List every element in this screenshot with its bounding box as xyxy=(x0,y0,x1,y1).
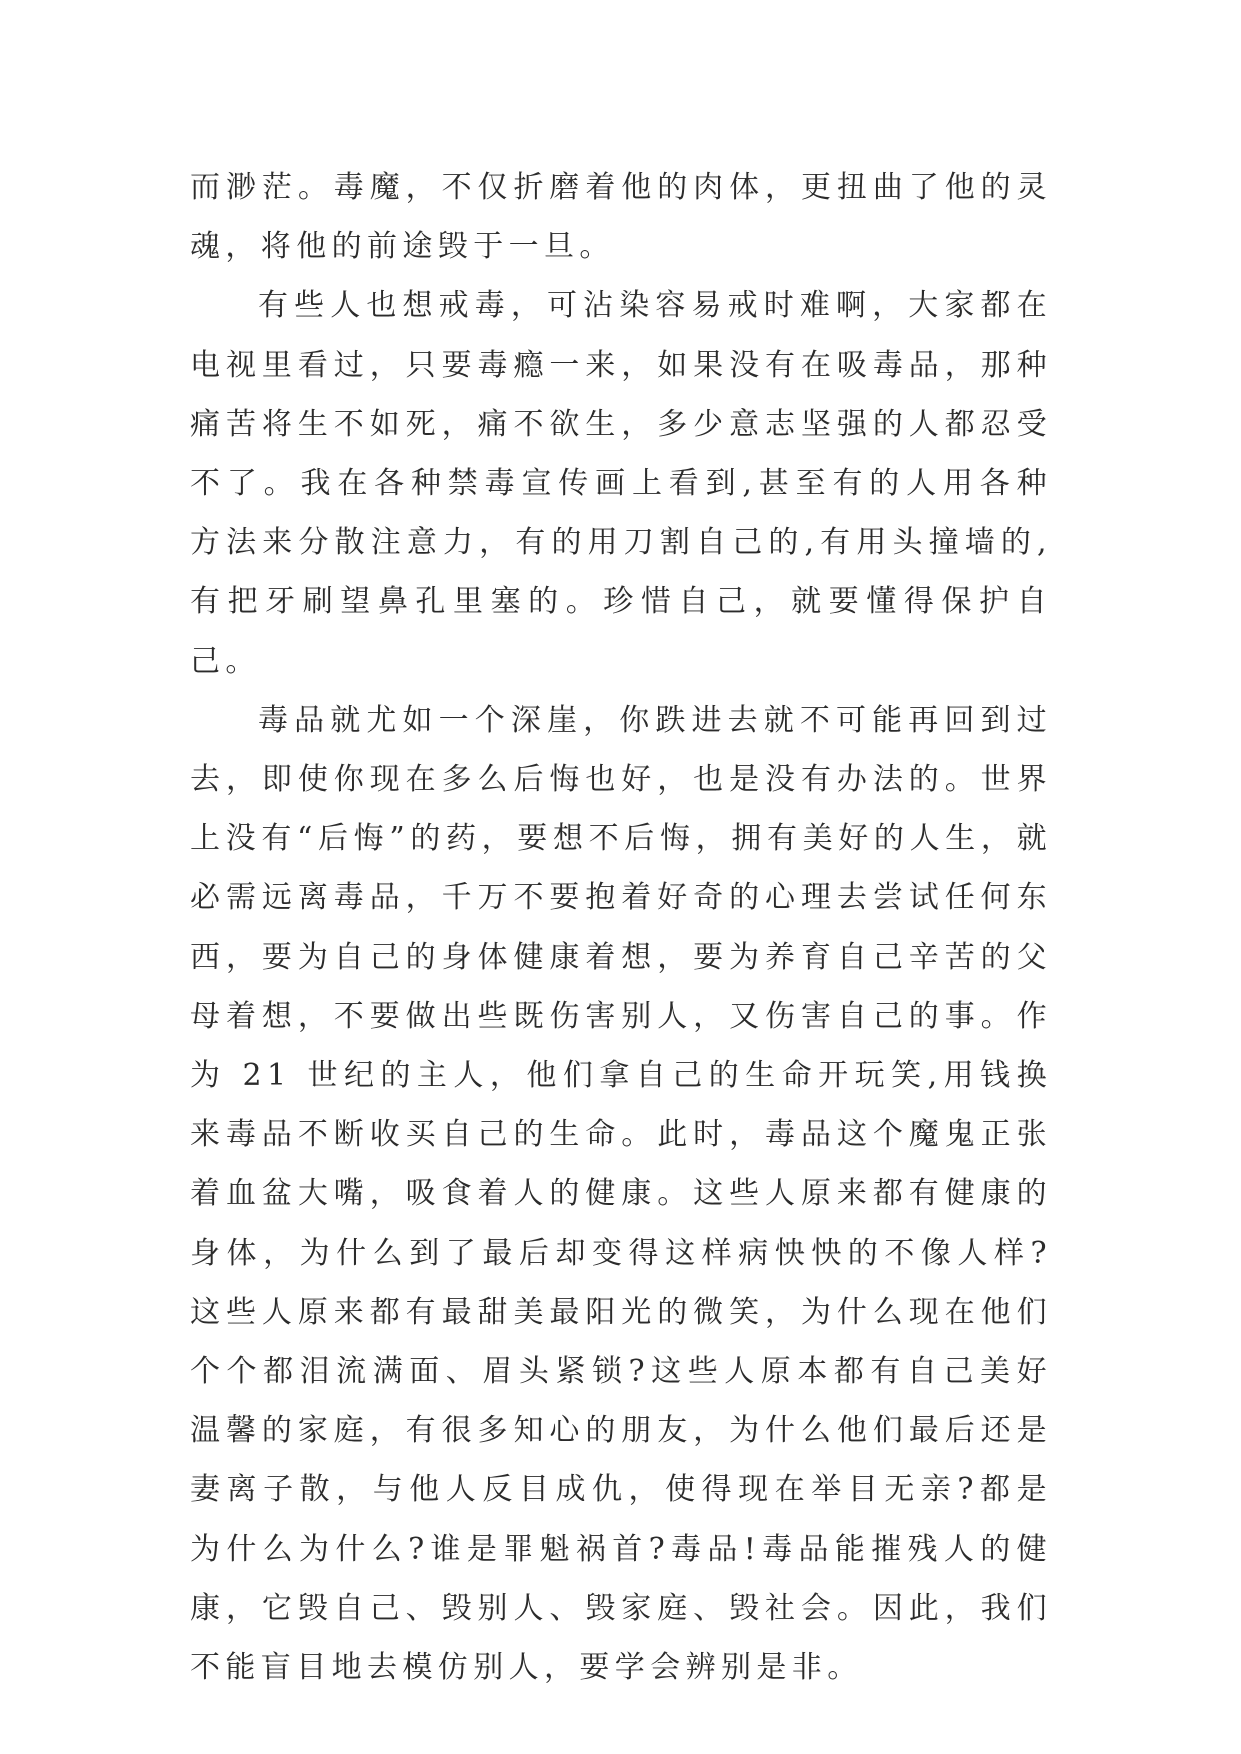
paragraph-3: 毒品就尤如一个深崖，你跌进去就不可能再回到过去，即使你现在多么后悔也好，也是没有办法的。世界上没有“后悔”的药，要想不后悔，拥有美好的人生，就必需远离毒品，千万不要抱着好奇的心理去尝试任何东西，要为自己的身体健康着想，要为养育自己辛苦的父母着想，不要做出些既伤害别人，又伤害自己的事。作为 21 世纪的主人，他们拿自己的生命开玩笑,用钱换来毒品不断收买自己的生命。此时，毒品这个魔鬼正张着血盆大嘴，吸食着人的健康。这些人原来都有健康的身体，为什么到了最后却变得这样病怏怏的不像人样?这些人原来都有最甜美最阳光的微笑，为什么现在他们个个都泪流满面、眉头紧锁?这些人原本都有自己美好温馨的家庭，有很多知心的朋友，为什么他们最后还是妻离子散，与他人反目成仇，使得现在举目无亲?都是为什么为什么?谁是罪魁祸首?毒品!毒品能摧残人的健康，它毁自己、毁别人、毁家庭、毁社会。因此，我们不能盲目地去模仿别人，要学会辨别是非。 xyxy=(190,702,1052,1686)
paragraph-2: 有些人也想戒毒，可沾染容易戒时难啊，大家都在电视里看过，只要毒瘾一来，如果没有在吸毒品，那种痛苦将生不如死，痛不欲生，多少意志坚强的人都忍受不了。我在各种禁毒宣传画上看到,甚至有的人用各种方法来分散注意力，有的用刀割自己的,有用头撞墙的,有把牙刷望鼻孔里塞的。珍惜自己，就要懂得保护自己。 xyxy=(190,288,1052,679)
body-text xyxy=(190,158,1052,1697)
paragraph-1: 而渺茫。毒魔，不仅折磨着他的肉体，更扭曲了他的灵魂，将他的前途毁于一旦。 xyxy=(190,170,1052,265)
